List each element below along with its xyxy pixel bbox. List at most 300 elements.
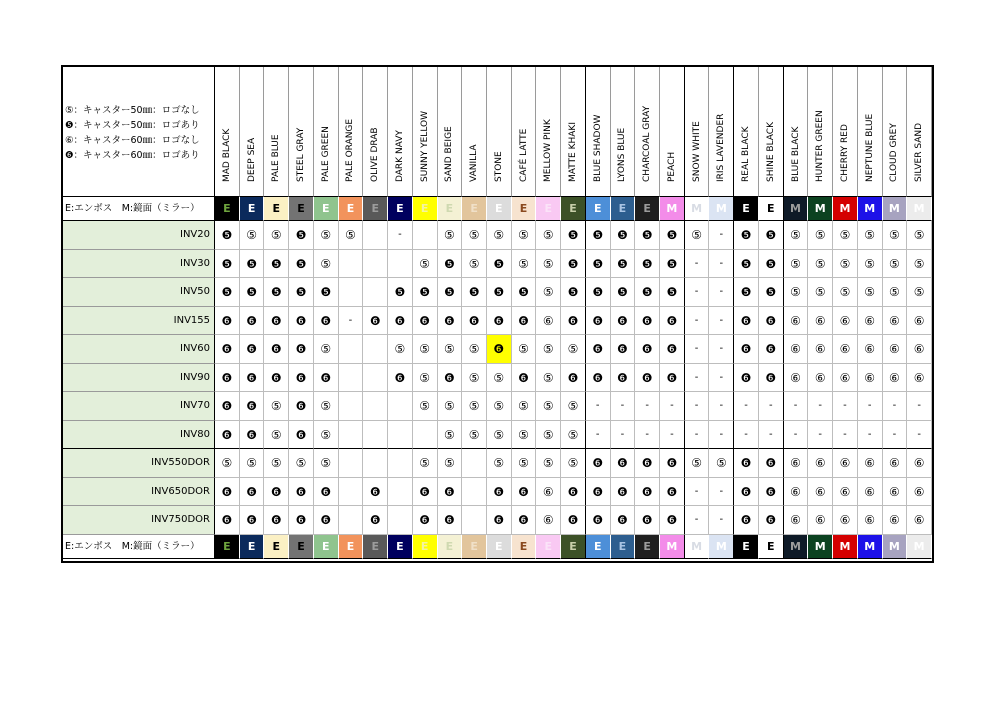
caster-cell: ⑤ [314, 449, 339, 478]
caster-cell: ❻ [611, 364, 636, 393]
caster-cell: ⑤ [536, 364, 561, 393]
column-header-label: SNOW WHITE [691, 121, 702, 182]
caster-cell: ⑤ [487, 392, 512, 421]
caster-cell: ❺ [240, 278, 265, 307]
caster-cell: ❻ [660, 364, 685, 393]
caster-cell: ⑤ [536, 221, 561, 250]
caster-cell: ⑤ [314, 221, 339, 250]
caster-cell: ⑥ [784, 506, 809, 535]
caster-cell: ⑤ [462, 221, 487, 250]
column-header-label: IRIS LAVENDER [716, 113, 727, 182]
caster-cell: ⑤ [462, 364, 487, 393]
caster-cell: ⑥ [833, 364, 858, 393]
caster-cell: ⑥ [907, 335, 932, 364]
caster-cell: ⑥ [858, 506, 883, 535]
caster-cell: ⑥ [808, 449, 833, 478]
column-header-label: SHINE BLACK [765, 122, 776, 182]
column-header-label: CHERRY RED [839, 124, 850, 182]
color-swatch: E [240, 535, 265, 559]
caster-cell: ⑤ [833, 221, 858, 250]
caster-cell: ❻ [289, 364, 314, 393]
caster-cell: ❻ [561, 478, 586, 507]
caster-cell: - [709, 392, 734, 421]
caster-cell: ⑥ [536, 307, 561, 336]
caster-cell: ⑥ [808, 364, 833, 393]
column-header-label: VANILLA [469, 144, 480, 182]
caster-cell: ⑤ [413, 364, 438, 393]
column-header-label: DEEP SEA [246, 137, 257, 182]
caster-cell: ❻ [264, 307, 289, 336]
caster-cell: ⑤ [438, 221, 463, 250]
legend [63, 67, 215, 197]
caster-cell: ❻ [215, 478, 240, 507]
caster-cell: ❻ [413, 506, 438, 535]
column-header [833, 67, 858, 197]
caster-cell: ⑤ [438, 449, 463, 478]
caster-cell: ⑥ [536, 506, 561, 535]
caster-cell: ❺ [759, 278, 784, 307]
caster-cell: ❻ [759, 307, 784, 336]
caster-cell: ⑤ [536, 335, 561, 364]
caster-cell: ⑤ [808, 278, 833, 307]
column-header-label: MATTE KHAKI [567, 122, 578, 182]
caster-cell: ❻ [264, 478, 289, 507]
caster-cell: ⑤ [487, 421, 512, 450]
column-header [784, 67, 809, 197]
column-header [388, 67, 413, 197]
caster-cell: ⑥ [858, 478, 883, 507]
caster-cell: ⑤ [536, 392, 561, 421]
caster-cell: ❻ [759, 364, 784, 393]
caster-cell: ❻ [240, 392, 265, 421]
color-swatch: E [413, 535, 438, 559]
caster-cell: - [907, 421, 932, 450]
caster-cell: ⑥ [883, 506, 908, 535]
column-header [611, 67, 636, 197]
model-label: INV90 [63, 364, 215, 393]
caster-cell: ⑤ [339, 221, 364, 250]
caster-cell: ⑤ [536, 278, 561, 307]
caster-cell [462, 449, 487, 478]
caster-cell: ❻ [512, 307, 537, 336]
caster-cell: ⑤ [685, 449, 710, 478]
color-swatch: E [215, 197, 240, 221]
caster-cell: ❻ [611, 449, 636, 478]
caster-cell: ❻ [363, 307, 388, 336]
color-swatch: E [314, 535, 339, 559]
caster-cell: ⑤ [264, 392, 289, 421]
color-swatch: E [240, 197, 265, 221]
caster-cell [363, 278, 388, 307]
column-header [709, 67, 734, 197]
color-swatch: E [462, 197, 487, 221]
caster-cell: ❻ [660, 335, 685, 364]
caster-cell: ❻ [240, 307, 265, 336]
caster-cell: ❻ [264, 335, 289, 364]
caster-cell [413, 221, 438, 250]
caster-cell: ⑤ [413, 335, 438, 364]
caster-cell: ❻ [314, 478, 339, 507]
column-header-label: PALE BLUE [271, 134, 282, 182]
caster-cell: ⑤ [487, 364, 512, 393]
caster-cell: ❻ [215, 392, 240, 421]
caster-cell: ❻ [215, 364, 240, 393]
column-header-label: OLIVE DRAB [370, 127, 381, 182]
caster-cell: ❻ [734, 478, 759, 507]
caster-cell: ⑥ [858, 307, 883, 336]
caster-cell: ⑤ [883, 250, 908, 279]
color-swatch: M [709, 535, 734, 559]
caster-cell [413, 421, 438, 450]
caster-cell [339, 421, 364, 450]
caster-cell: ❻ [635, 335, 660, 364]
model-label: INV30 [63, 250, 215, 279]
caster-cell: ⑤ [858, 221, 883, 250]
caster-cell: ❻ [734, 307, 759, 336]
caster-cell: ⑤ [413, 250, 438, 279]
caster-cell: ❻ [512, 506, 537, 535]
caster-cell: ❺ [635, 221, 660, 250]
column-header [586, 67, 611, 197]
column-header-label: MAD BLACK [221, 128, 232, 182]
caster-cell: ❻ [561, 364, 586, 393]
caster-cell: ❻ [289, 478, 314, 507]
caster-cell: - [685, 506, 710, 535]
caster-cell: ❺ [438, 250, 463, 279]
caster-cell: - [685, 392, 710, 421]
caster-cell: - [808, 392, 833, 421]
caster-cell: - [339, 307, 364, 336]
color-swatch: E [561, 197, 586, 221]
caster-cell [339, 335, 364, 364]
caster-cell: - [660, 421, 685, 450]
caster-cell: ⑥ [833, 307, 858, 336]
caster-cell: ❻ [586, 478, 611, 507]
caster-cell: - [635, 392, 660, 421]
caster-cell: ⑤ [833, 250, 858, 279]
color-swatch: E [289, 197, 314, 221]
caster-cell [388, 392, 413, 421]
model-label: INV20 [63, 221, 215, 250]
caster-cell: ⑤ [858, 250, 883, 279]
column-header [487, 67, 512, 197]
caster-cell: ⑥ [883, 335, 908, 364]
color-swatch: E [413, 197, 438, 221]
column-header [685, 67, 710, 197]
caster-cell: ⑤ [264, 449, 289, 478]
color-swatch: M [784, 197, 809, 221]
caster-cell: ❻ [487, 307, 512, 336]
caster-cell: ⑤ [907, 221, 932, 250]
caster-cell: ❻ [289, 335, 314, 364]
caster-cell: ❺ [512, 278, 537, 307]
caster-cell: ⑤ [536, 449, 561, 478]
caster-cell: ⑤ [907, 278, 932, 307]
column-header-label: PALE GREEN [320, 126, 331, 182]
color-swatch: E [611, 535, 636, 559]
caster-cell: - [685, 250, 710, 279]
model-label: INV70 [63, 392, 215, 421]
caster-compatibility-sheet [61, 65, 934, 563]
caster-cell: ⑥ [883, 478, 908, 507]
caster-cell: ❺ [586, 250, 611, 279]
column-header-label: PALE ORANGE [345, 118, 356, 182]
caster-cell: ❺ [462, 278, 487, 307]
caster-cell: - [759, 392, 784, 421]
caster-cell: ⑥ [858, 335, 883, 364]
legend-line: ⑤：キャスター50㎜：ロゴなし [65, 105, 200, 116]
caster-cell: ⑤ [512, 421, 537, 450]
caster-cell: ❺ [413, 278, 438, 307]
caster-cell: ❻ [611, 478, 636, 507]
color-swatch: M [907, 535, 932, 559]
color-swatch: E [536, 535, 561, 559]
color-swatch: E [536, 197, 561, 221]
color-swatch: E [561, 535, 586, 559]
caster-cell: ⑥ [883, 307, 908, 336]
column-header-label: REAL BLACK [741, 126, 752, 182]
caster-cell: ❺ [734, 278, 759, 307]
caster-cell [339, 278, 364, 307]
model-label: INV650DOR [63, 478, 215, 507]
caster-cell: ⑥ [883, 364, 908, 393]
color-swatch: M [833, 197, 858, 221]
caster-cell: ⑤ [512, 449, 537, 478]
caster-cell: ⑥ [833, 449, 858, 478]
caster-cell: ⑤ [487, 449, 512, 478]
caster-cell: - [709, 506, 734, 535]
color-swatch: E [438, 535, 463, 559]
caster-cell: ❺ [561, 250, 586, 279]
caster-cell: ❻ [611, 506, 636, 535]
caster-cell: ❻ [635, 478, 660, 507]
caster-cell: ❻ [289, 392, 314, 421]
caster-cell: ⑤ [883, 278, 908, 307]
caster-cell: - [586, 421, 611, 450]
caster-cell: ⑤ [264, 421, 289, 450]
caster-cell: ❻ [586, 449, 611, 478]
color-swatch: E [611, 197, 636, 221]
caster-cell: ⑤ [240, 221, 265, 250]
column-header-label: BLUE SHADOW [592, 114, 603, 182]
caster-cell: - [685, 307, 710, 336]
caster-cell: ⑥ [784, 307, 809, 336]
column-header [339, 67, 364, 197]
caster-cell: ⑤ [561, 392, 586, 421]
color-swatch: M [907, 197, 932, 221]
caster-cell: ❻ [289, 421, 314, 450]
caster-cell: ⑥ [808, 335, 833, 364]
caster-cell: ⑤ [314, 250, 339, 279]
model-label: INV155 [63, 307, 215, 336]
column-header-label: STONE [493, 151, 504, 182]
column-header [635, 67, 660, 197]
color-swatch: E [339, 197, 364, 221]
caster-cell: ❺ [289, 221, 314, 250]
caster-cell: ❺ [215, 278, 240, 307]
caster-cell: ⑥ [883, 449, 908, 478]
caster-cell: ⑥ [808, 307, 833, 336]
swatch-row-label: E:エンボス M:鏡面（ミラー） [63, 197, 215, 221]
color-swatch: E [388, 535, 413, 559]
caster-cell: ⑤ [784, 250, 809, 279]
color-swatch: E [586, 535, 611, 559]
column-header [314, 67, 339, 197]
caster-cell: ⑤ [438, 421, 463, 450]
caster-cell: ❺ [586, 278, 611, 307]
caster-cell: ❺ [487, 278, 512, 307]
caster-cell: ⑥ [784, 449, 809, 478]
caster-cell: - [709, 307, 734, 336]
color-swatch: E [388, 197, 413, 221]
caster-cell: ❻ [388, 364, 413, 393]
caster-cell: ❻ [759, 449, 784, 478]
caster-cell: ⑤ [561, 421, 586, 450]
caster-cell [363, 364, 388, 393]
column-header-label: STEEL GRAY [296, 127, 307, 182]
caster-cell: - [883, 392, 908, 421]
caster-cell: ❻ [240, 364, 265, 393]
caster-cell: ❻ [734, 506, 759, 535]
caster-cell: ❺ [635, 250, 660, 279]
caster-cell: ❺ [734, 221, 759, 250]
model-label: INV750DOR [63, 506, 215, 535]
caster-cell: ❺ [289, 278, 314, 307]
caster-cell: ⑤ [487, 221, 512, 250]
color-swatch: E [363, 197, 388, 221]
caster-cell: ❻ [413, 478, 438, 507]
color-swatch: M [883, 197, 908, 221]
caster-cell: ⑤ [883, 221, 908, 250]
model-label: INV50 [63, 278, 215, 307]
caster-cell: - [709, 221, 734, 250]
caster-cell: ❻ [635, 364, 660, 393]
caster-cell: ⑤ [462, 250, 487, 279]
caster-cell: ⑥ [833, 478, 858, 507]
caster-cell: ⑥ [833, 506, 858, 535]
caster-cell: ❻ [215, 421, 240, 450]
column-header [363, 67, 388, 197]
caster-cell: - [858, 421, 883, 450]
caster-cell: ❺ [215, 221, 240, 250]
caster-cell: - [808, 421, 833, 450]
column-header [413, 67, 438, 197]
color-swatch: E [314, 197, 339, 221]
caster-cell: ❻ [759, 335, 784, 364]
legend-line: ⑥：キャスター60㎜：ロゴなし [65, 135, 200, 146]
caster-cell: ❻ [264, 506, 289, 535]
column-header-label: LYONS BLUE [617, 127, 628, 182]
caster-cell: ❻ [240, 478, 265, 507]
column-header [759, 67, 784, 197]
color-swatch: E [635, 535, 660, 559]
column-header [289, 67, 314, 197]
color-swatch: M [660, 197, 685, 221]
caster-cell: ⑥ [858, 449, 883, 478]
caster-cell: ⑤ [784, 221, 809, 250]
caster-cell: ❺ [438, 278, 463, 307]
color-swatch: E [759, 535, 784, 559]
column-header [240, 67, 265, 197]
caster-cell: ❺ [264, 278, 289, 307]
caster-cell [363, 335, 388, 364]
caster-cell: ❺ [611, 221, 636, 250]
caster-cell: ❻ [314, 506, 339, 535]
caster-cell: ❺ [635, 278, 660, 307]
color-swatch: E [487, 197, 512, 221]
caster-cell: ⑥ [784, 478, 809, 507]
caster-cell: - [759, 421, 784, 450]
color-swatch: M [660, 535, 685, 559]
color-swatch: E [734, 535, 759, 559]
caster-cell: ❺ [759, 221, 784, 250]
caster-cell: ❻ [363, 506, 388, 535]
caster-cell: ❻ [561, 506, 586, 535]
legend-line: ❺：キャスター50㎜：ロゴあり [65, 120, 200, 131]
caster-cell: - [833, 392, 858, 421]
caster-cell: ❺ [240, 250, 265, 279]
caster-cell: ⑥ [907, 449, 932, 478]
caster-cell: - [709, 478, 734, 507]
caster-cell: ❻ [438, 478, 463, 507]
color-swatch: E [487, 535, 512, 559]
caster-cell: ❺ [611, 278, 636, 307]
color-swatch: E [759, 197, 784, 221]
column-header-label: CHARCOAL GRAY [642, 105, 653, 182]
caster-cell: ❻ [240, 506, 265, 535]
caster-cell: ❻ [240, 421, 265, 450]
column-header [536, 67, 561, 197]
caster-cell: ❻ [512, 478, 537, 507]
column-header-label: CAFÉ LATTE [518, 128, 529, 182]
caster-cell [462, 478, 487, 507]
caster-cell: ⑤ [215, 449, 240, 478]
column-header [512, 67, 537, 197]
caster-cell: ⑤ [462, 335, 487, 364]
caster-cell: ⑤ [240, 449, 265, 478]
caster-cell: ⑤ [512, 250, 537, 279]
caster-cell: ⑥ [536, 478, 561, 507]
color-swatch: M [808, 197, 833, 221]
caster-cell: ❺ [660, 250, 685, 279]
caster-cell: ⑤ [438, 392, 463, 421]
caster-cell: - [685, 278, 710, 307]
caster-cell: - [833, 421, 858, 450]
color-swatch: E [512, 197, 537, 221]
caster-cell: ❻ [660, 449, 685, 478]
caster-cell: ❻ [660, 506, 685, 535]
caster-cell [388, 449, 413, 478]
column-header-label: HUNTER GREEN [815, 110, 826, 182]
caster-cell: ⑤ [264, 221, 289, 250]
caster-cell: ⑤ [907, 250, 932, 279]
caster-cell: ❻ [734, 335, 759, 364]
caster-cell: - [388, 221, 413, 250]
caster-cell: ❻ [611, 307, 636, 336]
caster-cell: ⑤ [858, 278, 883, 307]
caster-cell: ❻ [314, 364, 339, 393]
column-header-label: NEPTUNE BLUE [864, 113, 875, 182]
caster-cell: - [660, 392, 685, 421]
caster-cell: - [685, 364, 710, 393]
column-header [462, 67, 487, 197]
caster-cell: - [685, 478, 710, 507]
caster-cell: ❻ [487, 506, 512, 535]
caster-cell [462, 506, 487, 535]
caster-cell: ❺ [388, 278, 413, 307]
caster-cell: ❻ [215, 307, 240, 336]
color-swatch: E [264, 535, 289, 559]
